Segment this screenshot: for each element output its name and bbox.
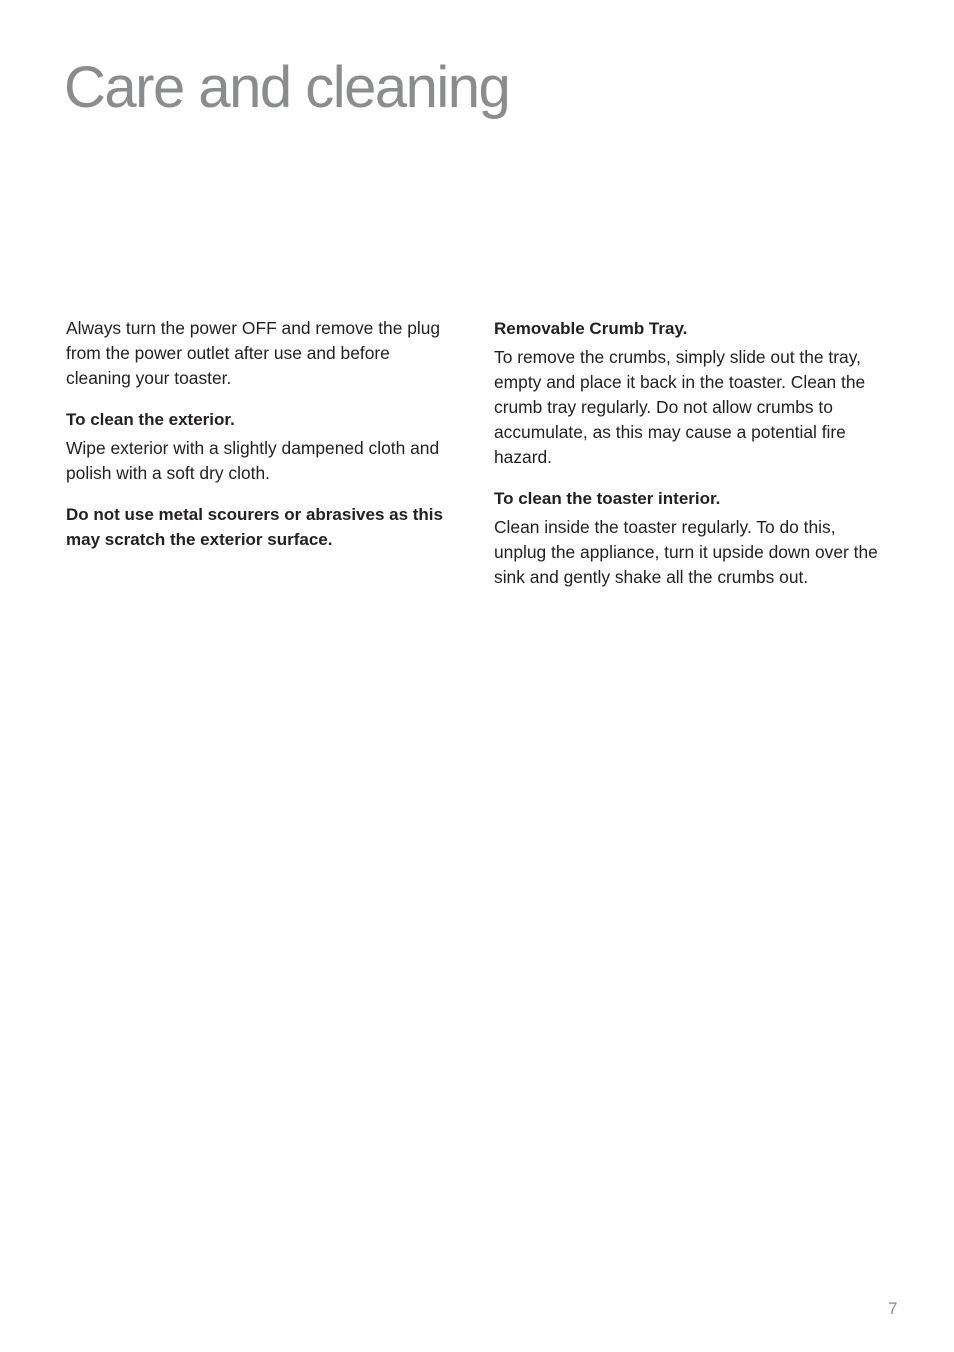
spacer (66, 391, 458, 407)
interior-heading: To clean the toaster interior. (494, 489, 721, 508)
warning-paragraph: Do not use metal scourers or abrasives as this may scratch the exterior surface. (66, 505, 443, 549)
crumb-tray-heading: Removable Crumb Tray. (494, 319, 688, 338)
left-column (66, 316, 458, 552)
spacer (66, 486, 458, 502)
exterior-paragraph: Wipe exterior with a slightly dampened cloth and polish with a soft dry cloth. (66, 438, 440, 483)
intro-paragraph: Always turn the power OFF and remove the plug from the power outlet after use and before cleaning your toaster. (66, 318, 441, 388)
right-column (494, 316, 892, 590)
page-title: Care and cleaning (64, 55, 510, 120)
page-number: 7 (888, 1299, 898, 1318)
crumb-tray-paragraph: To remove the crumbs, simply slide out the tray, empty and place it back in the toaster. Clean the crumb tray regularly. Do not allow crumbs to accumulate, as this may cause a potential fire hazard. (494, 347, 866, 467)
spacer (494, 470, 892, 486)
exterior-heading: To clean the exterior. (66, 410, 235, 429)
interior-paragraph: Clean inside the toaster regularly. To do this, unplug the appliance, turn it upside down over the sink and gently shake all the crumbs out. (494, 517, 878, 587)
